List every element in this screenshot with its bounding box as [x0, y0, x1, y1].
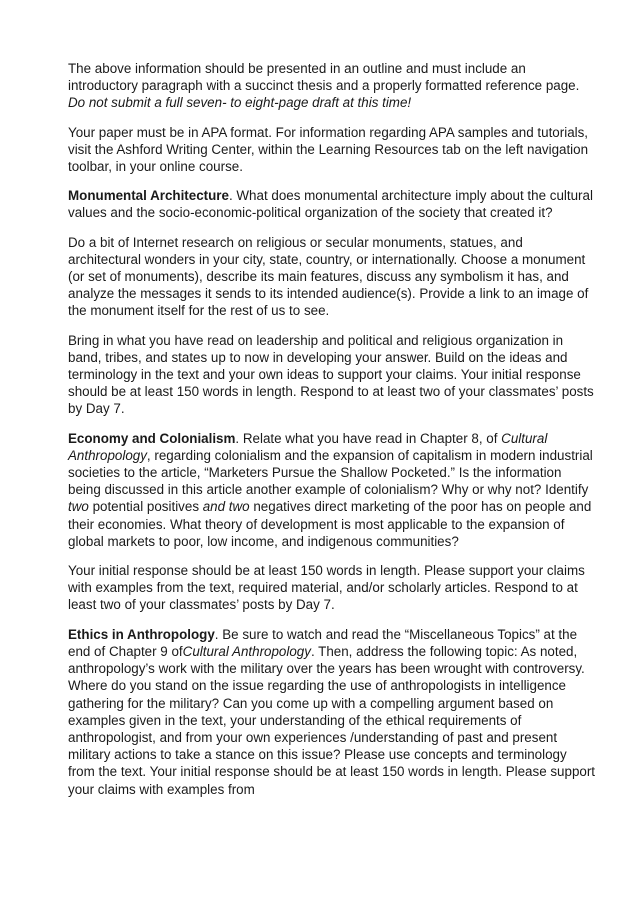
ethics-anthropology-paragraph [68, 626, 596, 798]
economy-text-4: negatives direct marketing of the poor has on people and their economies. What theory of development is most applicable to the expansion of global markets to poor, low income, and indigenous communities? [68, 499, 592, 549]
economy-two-emphasis: two [68, 499, 89, 515]
economy-heading: Economy and Colonialism [68, 430, 236, 446]
ethics-heading: Ethics in Anthropology [68, 626, 215, 642]
economy-book-title: Cultural Anthropology [68, 430, 548, 463]
monumental-architecture-paragraph [68, 187, 596, 221]
research-paragraph [68, 234, 596, 320]
leadership-paragraph [68, 332, 596, 418]
monumental-heading: Monumental Architecture [68, 188, 229, 204]
ethics-book-title: Cultural Anthropology [182, 643, 311, 659]
intro-text: The above information should be presented in an outline and must include an introductory paragraph with a succinct thesis and a properly formatted reference page. [68, 61, 580, 94]
economy-text-3: potential positives [88, 499, 203, 515]
monumental-text: . What does monumental architecture imply about the cultural values and the socio-economic-political organization of the society that created it? [68, 188, 593, 221]
ethics-text-1: . Be sure to watch and read the “Miscellaneous Topics” at the end of Chapter 9 of [68, 626, 578, 659]
ethics-text-2: . Then, address the following topic: As noted, anthropology’s work with the military over the years has been wrought with controversy. Where do you stand on the issue regarding the use of anthropologists in intelligence gathering for the military? Can you come up with a compelling argument based on examples given in the text, your understanding of the ethical requirements of anthropologist, and from your own experiences /understanding of past and present military actions to take a stance on this issue? Please use concepts and terminology from the text. Your initial response should be at least 150 words in length. Please support your claims with examples from [68, 643, 596, 797]
intro-paragraph [68, 60, 596, 112]
economy-text-2: , regarding colonialism and the expansion of capitalism in modern industrial societies to the article, “Marketers Pursue the Shallow Pocketed.” Is the information being discussed in this article another example of colonialism? Why or why not? Identify [68, 447, 593, 498]
initial-response-paragraph [68, 562, 596, 614]
economy-colonialism-paragraph [68, 430, 596, 550]
intro-italic-note: Do not submit a full seven- to eight-page draft at this time! [68, 95, 412, 111]
apa-text: Your paper must be in APA format. For information regarding APA samples and tutorials, visit the Ashford Writing Center, within the Learning Resources tab on the left navigation toolbar, in your online course. [68, 124, 589, 175]
leadership-text: Bring in what you have read on leadership and political and religious organization in band, tribes, and states up to now in developing your answer. Build on the ideas and terminology in the text and your own ideas to support your claims. Your initial response should be at least 150 words in length. Respond to at least two of your classmates’ posts by Day 7. [68, 332, 594, 417]
apa-format-paragraph [68, 124, 596, 176]
economy-and-two-emphasis: and two [202, 499, 250, 515]
research-text: Do a bit of Internet research on religious or secular monuments, statues, and architectural wonders in your city, state, country, or internationally. Choose a monument (or set of monuments), describe its main features, discuss any symbolism it has, and analyze the messages it sends to its intended audience(s). Provide a link to an image of the monument itself for the rest of us to see. [68, 234, 589, 319]
initial-text: Your initial response should be at least 150 words in length. Please support your claims with examples from the text, required material, and/or scholarly articles. Respond to at least two of your classmates’ posts by Day 7. [68, 563, 585, 613]
document-page [68, 60, 596, 798]
economy-text-1: . Relate what you have read in Chapter 8, of [235, 430, 502, 446]
